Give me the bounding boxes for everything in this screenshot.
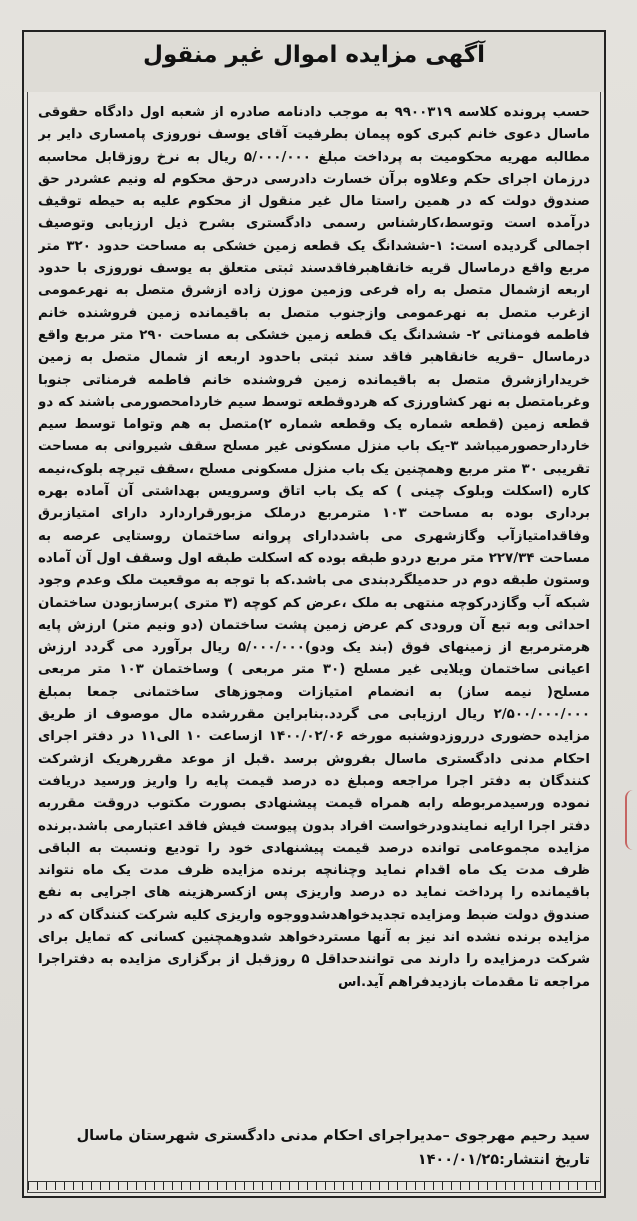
publish-date: تاریخ انتشار:۱۴۰۰/۰۱/۲۵	[417, 1152, 590, 1168]
signature-line: سید رحیم مهرجوی –مدیراجرای احکام مدنی دادگستری شهرستان ماسال	[76, 1128, 590, 1144]
notice-body: حسب پرونده کلاسه ۹۹۰۰۳۱۹ به موجب دادنامه صادره از شعبه اول دادگاه حقوقی ماسال دعوی خانم کبری کوه پیمان بطرفیت آقای یوسف نوروزی پامساری دایر بر مطالبه مهریه محکومیت به پرداخت مبلغ ۵/۰۰۰/۰۰۰ ریال به نرخ روزقابل محاسبه درزمان اجرای حکم وعلاوه برآن خسارت دادرسی درحق محکوم له ونیم عشردر حق صندوق دولت که در همین راستا مال غیر منقول از محکوم علیه به حیطه توقیف درآمده است وتوسط،کارشناس رسمی دادگستری بشرح ذیل ارزیابی وتوصیف اجمالی گردیده است: ۱-ششدانگ یک قطعه زمین خشکی به مساحت حدود ۳۲۰ متر مربع واقع درماسال قریه خانقاهبرفاقدسند ثبتی متعلق به یوسف نوروزی با حدود اربعه ازشمال متصل به راه فرعی وزمین موزن زاده ازشرق متصل به نهرعمومی ازغرب متصل به نهرعمومی وازجنوب متصل به باقیمانده زمین فروشنده خانم فاطمه فومناتی ۲- ششدانگ یک قطعه زمین خشکی به مساحت ۲۹۰ متر مربع واقع درماسال –قریه خانقاهبر فاقد سند ثبتی باحدود اربعه از شمال متصل به زمین خریدارازشرق متصل به باقیمانده زمین فروشنده خانم فاطمه فرمناتی جنوبا وغربامتصل به نهر کشاورزی که هردوقطعه توسط سیم خاردامحصورمی باشند که دو قطعه زمین (قطعه شماره یک وقطعه شماره ۲)متصل به هم وتواما توسط سیم خاردارحصورمیباشد ۳-یک باب منزل مسکونی غیر مسلح سقف شیروانی به مساحت تقریبی ۳۰ متر مربع وهمچنین یک باب منزل مسکونی مسلح ،سقف تیرچه بلوک،نیمه کاره (اسکلت وبلوک چینی ) که یک باب اتاق وسرویس بهداشتی آن آماده بهره برداری بوده به مساحت ۱۰۳ مترمربع درملک مزبورقراردارد دارای امتیازبرق وفاقدامتیازآب وگازشهری می باشددارای پروانه ساختمان روستایی عرصه به مساحت ۲۲۷/۳۴ متر مربع دردو طبقه بوده که اسکلت طبقه اول وسقف اول آن آماده وستون طبقه دوم در حدمیلگردبندی می باشد.که با توجه به موقعیت ملک وعدم وجود شبکه آب وگازدرکوچه منتهی به ملک ،عرض کم کوچه (۳ متری )برسازبودن ساختمان احداثی وبه تبع آن ورودی کم عرض زمین پشت ساختمان (دو ونیم متر) ارزش پایه هرمترمربع از زمینهای فوق (بند یک ودو)۵/۰۰۰/۰۰۰ ریال برآورد می گردد ارزش اعیانی ساختمان ویلایی غیر مسلح (۳۰ متر مربعی ) وساختمان ۱۰۳ متر مربعی مسلح( نیمه ساز) به انضمام امتیازات ومجوزهای ساختمانی جمعا بمبلغ ۲/۵۰۰/۰۰۰/۰۰۰ ریال ارزیابی می گردد.بنابراین مقررشده مال موصوف از طریق مزایده حضوری درروزدوشنبه مورخه ۱۴۰۰/۰۲/۰۶ ازساعت ۱۰ الی۱۱ در دفتر اجرای احکام مدنی دادگستری ماسال بفروش برسد .قبل از موعد مقررهریک ازشرکت کنندگان به دفتر اجرا مراجعه ومبلغ ده درصد قیمت پایه را واریز ورسید دریافت نموده ورسیدمربوطه رابه همراه قیمت پیشنهادی بصورت مکتوب دروقت مقرربه دفتر اجرا ارایه نمایندودرخواست افراد بدون پیوست فیش فاقد اعتبارمی باشد.برنده مزایده مجموعامی توانده درصد قیمت پیشنهادی خود را تودیع ونسبت به الباقی ظرف مدت یک ماه اقدام نماید وچنانچه برنده مزایده ظرف مدت یک ماه نتواند باقیمانده را پرداخت نماید ده درصد واریزی پس ازکسرهزینه های اجرایی به نفع صندوق دولت ضبط ومزایده تجدیدخواهدشدووجوه واریزی کلیه شرکت کنندگان که در مزایده برنده نشده اند نیز به آنها مستردخواهد شدوهمچنین کسانی که تمایل برای شرکت درمزایده را دارند می توانندحداقل ۵ روزقبل از برگزاری مزایده به دفتراجرا مراجعه تا مقدمات بازدیدفراهم آید.اس	[38, 105, 590, 990]
ink-mark-icon	[625, 790, 637, 850]
signature-block	[38, 1124, 590, 1172]
notice-frame	[22, 30, 606, 1198]
bottom-decorative-rule	[28, 1181, 600, 1190]
notice-title: آگهی مزایده اموال غیر منقول	[142, 42, 486, 68]
